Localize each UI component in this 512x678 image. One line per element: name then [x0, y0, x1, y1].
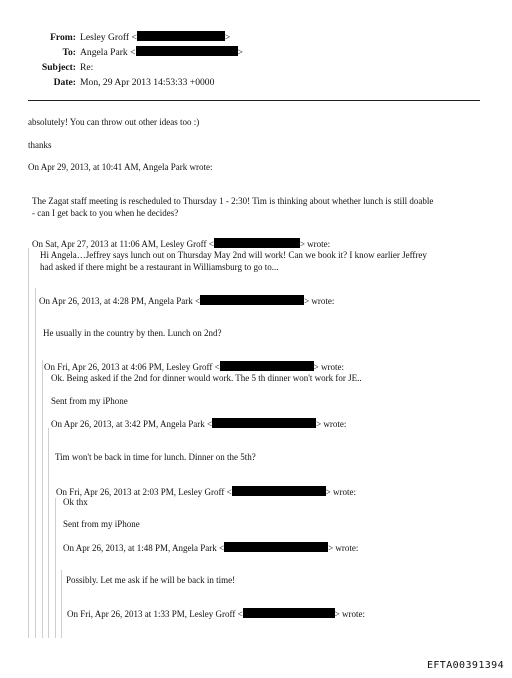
quote-line: had asked if there might be a restaurant in Williamsburg to go to...: [40, 262, 279, 272]
redaction: [220, 361, 314, 371]
quote-line: Tim won't be back in time for lunch. Dinner on the 5th?: [55, 452, 256, 462]
quote-line: The Zagat staff meeting is rescheduled to Thursday 1 - 2:30! Tim is thinking about whether lunch is still doable: [32, 196, 434, 206]
body-line: absolutely! You can throw out other ideas too :): [28, 117, 200, 127]
quote-bar: [55, 498, 56, 638]
quote-bar: [35, 288, 36, 638]
redaction: [137, 31, 225, 41]
to-name: Angela Park <: [80, 47, 136, 58]
quote-line: Hi Angela…Jeffrey says lunch out on Thursday May 2nd will work! Can we book it? I know earlier Jeffrey: [40, 250, 427, 260]
date-label: Date:: [53, 77, 76, 88]
from-row: From: Lesley Groff < >: [0, 30, 512, 45]
header-divider: [28, 100, 480, 101]
redaction: [136, 46, 238, 56]
quote-attribution: On Fri, Apr 26, 2013 at 4:06 PM, Lesley Groff < > wrote:: [44, 362, 344, 372]
redaction: [200, 295, 304, 305]
redaction: [212, 418, 316, 428]
subject-value: Re:: [80, 62, 94, 73]
subject-label: Subject:: [41, 62, 76, 73]
quote-bar: [61, 570, 62, 638]
from-name: Lesley Groff <: [80, 32, 137, 43]
quote-line: - can I get back to you when he decides?: [32, 208, 179, 218]
date-row: [0, 75, 512, 90]
quote-line: Sent from my iPhone: [63, 519, 140, 529]
to-row: To: Angela Park < >: [0, 45, 512, 60]
quote-line: Possibly. Let me ask if he will be back in time!: [66, 575, 236, 585]
quote-attribution: On Fri, Apr 26, 2013 at 1:33 PM, Lesley Groff < > wrote:: [67, 609, 365, 619]
redaction: [243, 608, 335, 618]
quote-line: Ok. Being asked if the 2nd for dinner would work. The 5 th dinner won't work for JE..: [51, 373, 362, 383]
redaction: [224, 542, 328, 552]
quote-line: He usually in the country by then. Lunch on 2nd?: [43, 328, 222, 338]
redaction: [232, 486, 326, 496]
quote-attribution: On Sat, Apr 27, 2013 at 11:06 AM, Lesley Groff < > wrote:: [32, 239, 331, 249]
date-value: Mon, 29 Apr 2013 14:53:33 +0000: [80, 77, 215, 88]
from-label: From:: [50, 32, 76, 43]
quote-line: Sent from my iPhone: [51, 396, 128, 406]
quote-line: Ok thx: [63, 497, 88, 507]
quote-bar: [42, 360, 43, 638]
document-id: EFTA00391394: [426, 660, 504, 671]
subject-row: [0, 60, 512, 75]
quote-attribution: On Fri, Apr 26, 2013 at 2:03 PM, Lesley Groff < > wrote:: [56, 487, 356, 497]
quote-bar: [28, 248, 29, 638]
body-line: thanks: [28, 140, 52, 150]
quote-attribution: On Apr 29, 2013, at 10:41 AM, Angela Park wrote:: [28, 162, 213, 172]
to-label: To:: [62, 47, 76, 58]
quote-attribution: On Apr 26, 2013, at 1:48 PM, Angela Park < > wrote:: [63, 543, 359, 553]
redaction: [214, 238, 300, 248]
email-header: [0, 30, 512, 90]
quote-bar: [48, 428, 49, 638]
quote-attribution: On Apr 26, 2013, at 4:28 PM, Angela Park < > wrote:: [39, 296, 335, 306]
quote-attribution: On Apr 26, 2013, at 3:42 PM, Angela Park < > wrote:: [51, 419, 347, 429]
